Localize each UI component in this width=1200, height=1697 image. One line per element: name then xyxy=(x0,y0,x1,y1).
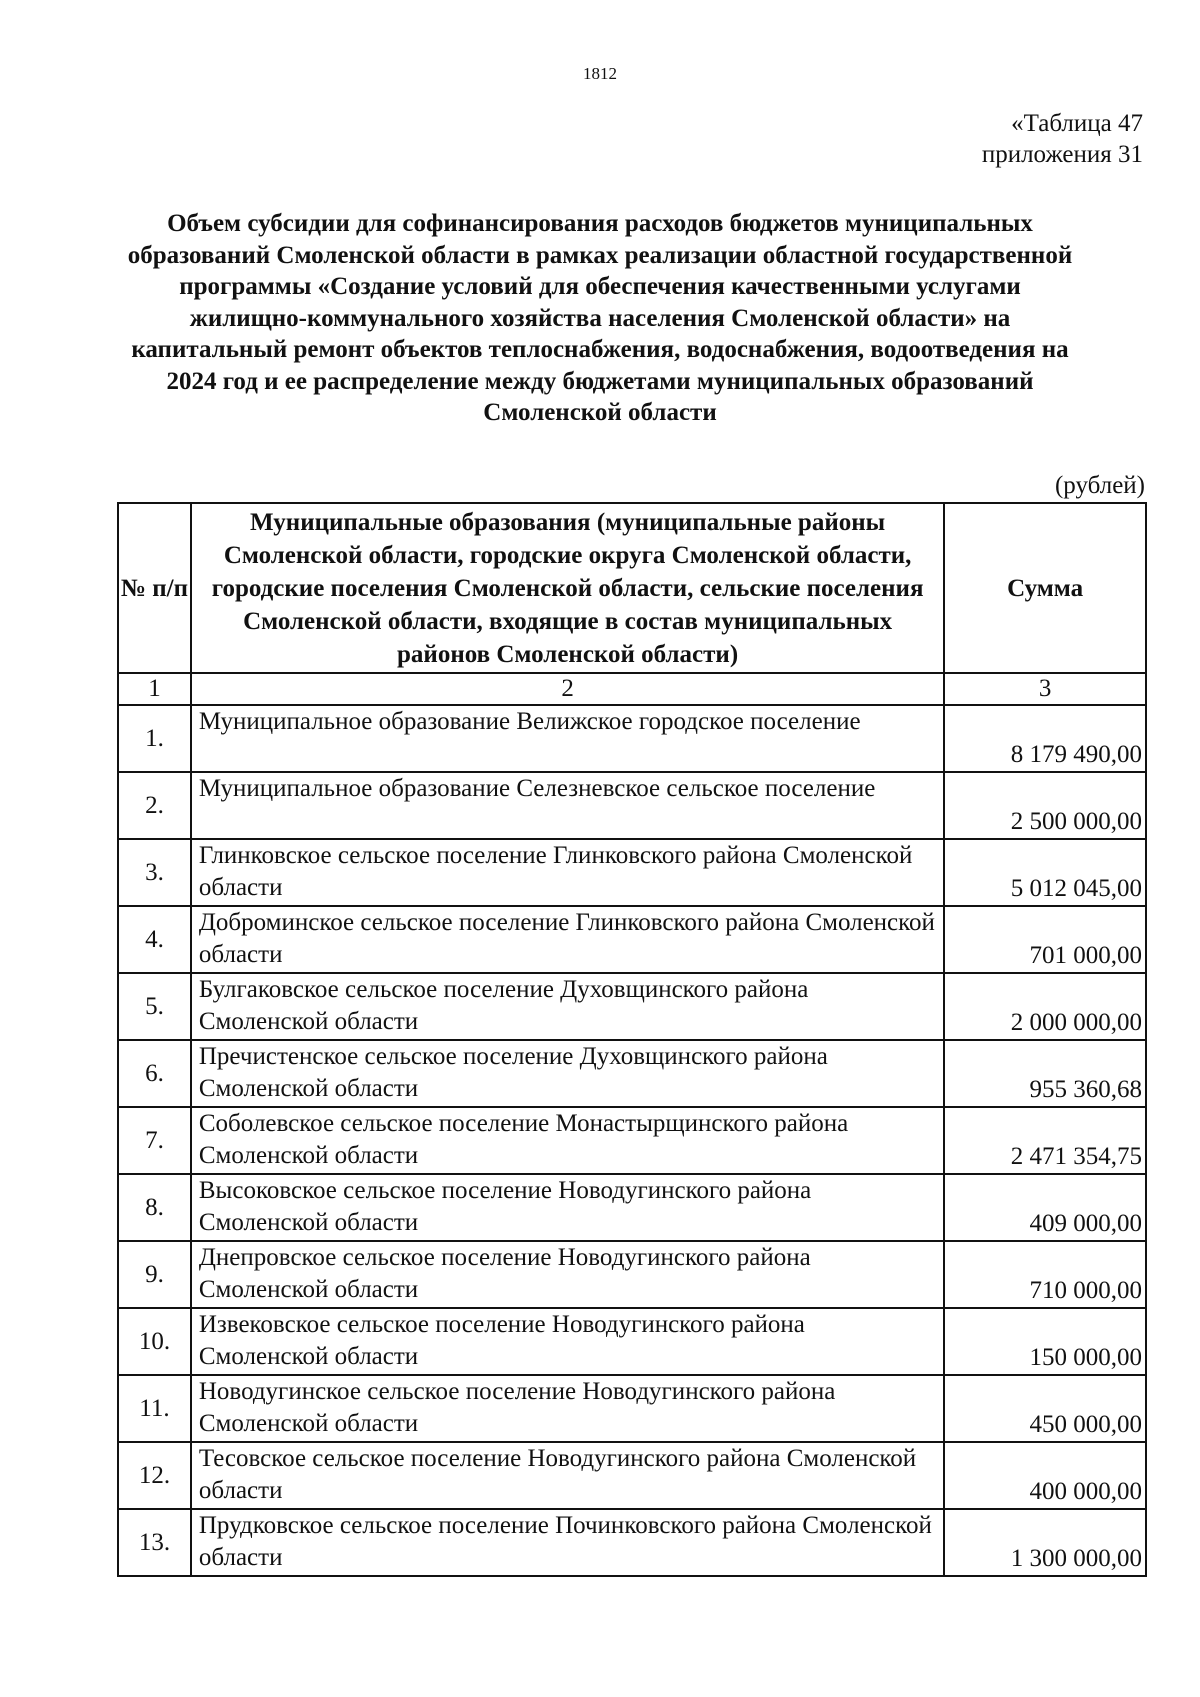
row-number: 12. xyxy=(118,1442,191,1509)
table-row xyxy=(118,839,1146,906)
row-sum: 2 500 000,00 xyxy=(944,772,1146,839)
table-row xyxy=(118,1509,1146,1576)
table-row xyxy=(118,1040,1146,1107)
row-number: 11. xyxy=(118,1375,191,1442)
row-municipality: Соболевское сельское поселение Монастырщинского района Смоленской области xyxy=(191,1107,944,1174)
row-sum: 400 000,00 xyxy=(944,1442,1146,1509)
row-sum: 409 000,00 xyxy=(944,1174,1146,1241)
row-municipality: Прудковское сельское поселение Починковского района Смоленской области xyxy=(191,1509,944,1576)
column-number: 3 xyxy=(944,673,1146,705)
row-municipality: Глинковское сельское поселение Глинковского района Смоленской области xyxy=(191,839,944,906)
row-sum: 5 012 045,00 xyxy=(944,839,1146,906)
row-number: 10. xyxy=(118,1308,191,1375)
row-municipality: Тесовское сельское поселение Новодугинского района Смоленской области xyxy=(191,1442,944,1509)
row-number: 5. xyxy=(118,973,191,1040)
table-row xyxy=(118,772,1146,839)
row-number: 13. xyxy=(118,1509,191,1576)
row-municipality: Муниципальное образование Велижское городское поселение xyxy=(191,705,944,772)
row-sum: 701 000,00 xyxy=(944,906,1146,973)
column-number-row xyxy=(118,673,1146,705)
row-municipality: Доброминское сельское поселение Глинковского района Смоленской области xyxy=(191,906,944,973)
table-row xyxy=(118,705,1146,772)
row-sum: 1 300 000,00 xyxy=(944,1509,1146,1576)
row-municipality: Муниципальное образование Селезневское сельское поселение xyxy=(191,772,944,839)
header-number: № п/п xyxy=(118,503,191,673)
table-reference-line-2: приложения 31 xyxy=(981,141,1143,168)
table-row xyxy=(118,973,1146,1040)
row-municipality: Новодугинское сельское поселение Новодугинского района Смоленской области xyxy=(191,1375,944,1442)
row-number: 9. xyxy=(118,1241,191,1308)
header-municipality: Муниципальные образования (муниципальные районы Смоленской области, городские округа Смоленской области, городские поселения Смоленской области, сельские поселения Смоленской области, входящие в состав муниципальных районов Смоленской области) xyxy=(191,503,944,673)
table-row xyxy=(118,906,1146,973)
row-municipality: Высоковское сельское поселение Новодугинского района Смоленской области xyxy=(191,1174,944,1241)
row-sum: 955 360,68 xyxy=(944,1040,1146,1107)
table-row xyxy=(118,1107,1146,1174)
row-number: 3. xyxy=(118,839,191,906)
table-header-row xyxy=(118,503,1146,673)
row-municipality: Булгаковское сельское поселение Духовщинского района Смоленской области xyxy=(191,973,944,1040)
row-number: 6. xyxy=(118,1040,191,1107)
column-number: 1 xyxy=(118,673,191,705)
row-sum: 710 000,00 xyxy=(944,1241,1146,1308)
table-reference xyxy=(982,108,1143,170)
table-row xyxy=(118,1241,1146,1308)
table-reference-line-1: «Таблица 47 xyxy=(1011,110,1143,137)
table-row xyxy=(118,1174,1146,1241)
table-row xyxy=(118,1308,1146,1375)
subsidy-table xyxy=(117,502,1147,1577)
row-municipality: Извековское сельское поселение Новодугинского района Смоленской области xyxy=(191,1308,944,1375)
row-municipality: Пречистенское сельское поселение Духовщинского района Смоленской области xyxy=(191,1040,944,1107)
row-number: 1. xyxy=(118,705,191,772)
table-body xyxy=(118,705,1146,1576)
row-sum: 150 000,00 xyxy=(944,1308,1146,1375)
row-number: 7. xyxy=(118,1107,191,1174)
row-municipality: Днепровское сельское поселение Новодугинского района Смоленской области xyxy=(191,1241,944,1308)
column-number: 2 xyxy=(191,673,944,705)
units-label: (рублей) xyxy=(1054,472,1145,499)
row-sum: 8 179 490,00 xyxy=(944,705,1146,772)
page-number: 1812 xyxy=(583,64,617,83)
document-title: Объем субсидии для софинансирования расходов бюджетов муниципальных образований Смоленской области в рамках реализации областной государственной программы «Создание условий для обеспечения качественными услугами жилищно-коммунального хозяйства населения Смоленской области» на капитальный ремонт объектов теплоснабжения, водоснабжения, водоотведения на 2024 год и ее распределение между бюджетами муниципальных образований Смоленской области xyxy=(127,210,1073,426)
row-sum: 2 471 354,75 xyxy=(944,1107,1146,1174)
row-sum: 2 000 000,00 xyxy=(944,973,1146,1040)
row-number: 8. xyxy=(118,1174,191,1241)
header-sum: Сумма xyxy=(944,503,1146,673)
row-number: 4. xyxy=(118,906,191,973)
table-row xyxy=(118,1375,1146,1442)
row-sum: 450 000,00 xyxy=(944,1375,1146,1442)
row-number: 2. xyxy=(118,772,191,839)
table-row xyxy=(118,1442,1146,1509)
